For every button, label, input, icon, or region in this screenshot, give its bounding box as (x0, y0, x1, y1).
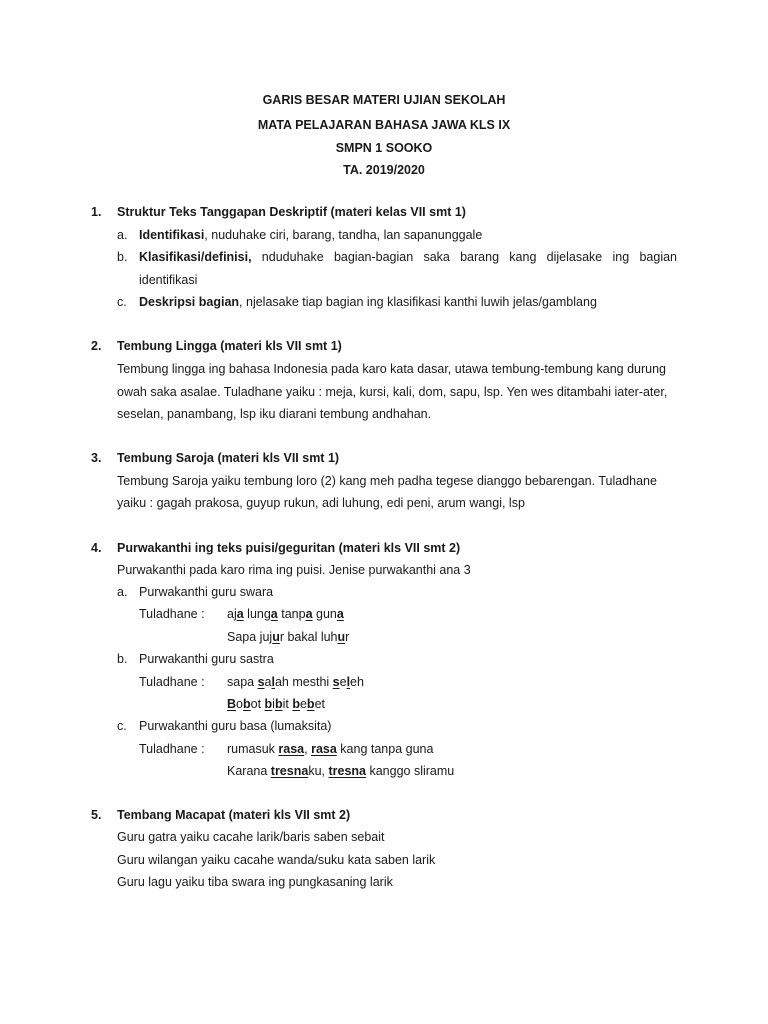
section-5-line-3: Guru lagu yaiku tiba swara ing pungkasaning larik (117, 875, 393, 889)
term-deskripsi-bagian: Deskripsi bagian (139, 295, 240, 309)
section-2-line-2: owah saka asalae. Tuladhane yaiku : meja, kursi, kali, dom, sapu, lsp. Yen wes ditambahi iater-ater, (117, 385, 668, 399)
section-1-item-b-line1 (139, 250, 677, 264)
example-b-1: sapa salah mesthi seleh (227, 675, 364, 689)
section-2-line-1: Tembung lingga ing bahasa Indonesia pada karo kata dasar, utawa tembung-tembung kang durung (117, 362, 666, 376)
section-3-line-2: yaiku : gagah prakosa, guyup rukun, adi luhung, edi peni, arum wangi, lsp (117, 496, 525, 510)
item-c-text: , njelasake tiap bagian ing klasifikasi kanthi luwih jelas/gamblang (239, 295, 597, 309)
section-3-line-1: Tembung Saroja yaiku tembung loro (2) kang meh padha tegese dianggo bebarengan. Tuladhane (117, 474, 657, 488)
section-1-item-a-letter: a. (117, 228, 128, 242)
tuladhane-label-b: Tuladhane : (139, 675, 205, 689)
section-4-item-b-label: Purwakanthi guru sastra (139, 652, 274, 666)
section-5-title: Tembang Macapat (materi kls VII smt 2) (117, 808, 351, 822)
section-1-item-b-line2: identifikasi (139, 273, 198, 287)
section-4-intro: Purwakanthi pada karo rima ing puisi. Jenise purwakanthi ana 3 (117, 563, 471, 577)
section-4-item-a-label: Purwakanthi guru swara (139, 585, 274, 599)
header-line-2: MATA PELAJARAN BAHASA JAWA KLS IX (257, 118, 511, 132)
section-1-item-a (139, 228, 482, 242)
section-1-item-c-letter: c. (117, 295, 127, 309)
term-klasifikasi: Klasifikasi/definisi, (139, 250, 252, 264)
section-4-item-b-letter: b. (117, 652, 128, 666)
tuladhane-label-c: Tuladhane : (139, 742, 205, 756)
section-1-title: Struktur Teks Tanggapan Deskriptif (materi kelas VII smt 1) (117, 205, 466, 219)
example-b-2: Bobot bibit bebet (227, 697, 325, 711)
section-1-number: 1. (91, 205, 102, 219)
section-4-item-c-label: Purwakanthi guru basa (lumaksita) (139, 719, 332, 733)
item-a-text: , nuduhake ciri, barang, tandha, lan sapanunggale (204, 228, 483, 242)
header-line-4: TA. 2019/2020 (343, 163, 425, 177)
section-5-line-1: Guru gatra yaiku cacahe larik/baris saben sebait (117, 830, 385, 844)
example-c-2: Karana tresnaku, tresna kanggo sliramu (227, 764, 455, 778)
section-2-number: 2. (91, 339, 102, 353)
tuladhane-label-a: Tuladhane : (139, 607, 205, 621)
section-2-title: Tembung Lingga (materi kls VII smt 1) (117, 339, 342, 353)
example-c-1: rumasuk rasa, rasa kang tanpa guna (227, 742, 434, 756)
example-a-2: Sapa jujur bakal luhur (227, 630, 350, 644)
example-a-1: aja lunga tanpa guna (227, 607, 344, 621)
section-4-title: Purwakanthi ing teks puisi/geguritan (materi kls VII smt 2) (117, 541, 461, 555)
section-4-item-c-letter: c. (117, 719, 127, 733)
section-2-line-3: seselan, panambang, lsp iku diarani tembung andhahan. (117, 407, 432, 421)
term-identifikasi: Identifikasi (139, 228, 205, 242)
section-5-number: 5. (91, 808, 102, 822)
section-3-number: 3. (91, 451, 102, 465)
section-4-number: 4. (91, 541, 102, 555)
section-1-item-b-letter: b. (117, 250, 128, 264)
section-1-item-c (139, 295, 597, 309)
item-b-text-line1: nduduhake bagian-bagian saka barang kang dijelasake ing bagian (251, 250, 677, 264)
section-4-item-a-letter: a. (117, 585, 128, 599)
section-5-line-2: Guru wilangan yaiku cacahe wanda/suku kata saben larik (117, 853, 436, 867)
header-line-1: GARIS BESAR MATERI UJIAN SEKOLAH (262, 93, 506, 107)
section-3-title: Tembung Saroja (materi kls VII smt 1) (117, 451, 340, 465)
header-line-3: SMPN 1 SOOKO (335, 141, 433, 155)
